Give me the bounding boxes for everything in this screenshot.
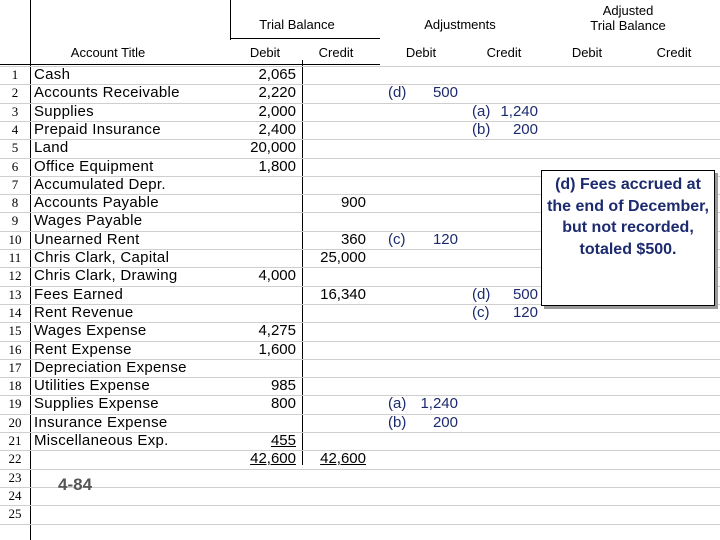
account-title: Land: [34, 139, 69, 157]
account-title: Supplies Expense: [34, 395, 159, 413]
account-title: Chris Clark, Capital: [34, 249, 170, 266]
tb-debit-amount: 2,000: [258, 102, 296, 120]
tb-debit-amount: 4,275: [258, 322, 296, 340]
row-number: 14: [8, 304, 22, 320]
row-number: 9: [11, 213, 19, 229]
adj-credit-label: (c): [472, 303, 490, 321]
grid-line: [0, 103, 720, 104]
account-title: Miscellaneous Exp.: [34, 432, 169, 449]
grid-line: [0, 139, 720, 140]
adjustment-note: (d) Fees accrued at the end of December, but not recorded, totaled $500.: [541, 170, 715, 306]
grid-line: [0, 505, 720, 506]
grid-line: [0, 66, 720, 67]
row-number: 2: [11, 85, 19, 101]
adjusted-trial-balance-header-line1: Adjusted: [602, 3, 654, 18]
tb-debit-amount: 4,000: [258, 267, 296, 285]
tb-debit-amount: 2,065: [258, 66, 296, 83]
atb-debit-header: Debit: [571, 45, 603, 60]
tb-left-border: [230, 0, 231, 40]
adj-debit-label: (a): [388, 395, 407, 413]
row-number: 25: [8, 506, 22, 522]
account-title: Accounts Payable: [34, 194, 159, 212]
account-title: Wages Expense: [34, 322, 147, 340]
account-title: Fees Earned: [34, 285, 124, 303]
account-title: Chris Clark, Drawing: [34, 267, 178, 285]
account-title: Cash: [34, 66, 71, 83]
row-number: 13: [8, 286, 22, 302]
account-title: Unearned Rent: [34, 230, 140, 248]
row-number: 3: [11, 103, 19, 119]
account-title: Insurance Expense: [34, 413, 168, 431]
tb-debit-amount: 455: [270, 432, 296, 449]
account-title-header: Account Title: [70, 45, 146, 60]
row-number: 18: [8, 378, 22, 394]
tb-debit-amount: 1,800: [258, 157, 296, 175]
row-number: 1: [11, 67, 19, 82]
row-number: 19: [8, 396, 22, 412]
account-title: Prepaid Insurance: [34, 120, 161, 138]
tb-debit-amount: 42,600: [250, 450, 296, 468]
adjustments-header: Adjustments: [424, 17, 496, 32]
tb-debit-header: Debit: [249, 45, 281, 60]
account-title: Office Equipment: [34, 157, 154, 175]
adjusted-trial-balance-header-line2: Trial Balance: [590, 18, 666, 33]
adj-debit-label: (c): [388, 230, 406, 248]
tb-debit-amount: 1,600: [258, 340, 296, 358]
row-number: 15: [8, 323, 22, 339]
row-number: 22: [8, 451, 22, 467]
adj-debit-amount: 500: [432, 84, 458, 102]
adj-debit-label: (b): [388, 413, 407, 431]
tb-credit-amount: 360: [340, 230, 366, 248]
tb-credit-header: Credit: [318, 45, 354, 60]
row-number: 8: [11, 195, 19, 211]
account-title: Accounts Receivable: [34, 84, 180, 102]
adj-debit-header: Debit: [405, 45, 437, 60]
row-number: 12: [8, 268, 22, 284]
adj-debit-amount: 120: [432, 230, 458, 248]
account-title: Utilities Expense: [34, 377, 150, 395]
account-title: Accumulated Depr.: [34, 175, 166, 193]
tb-header-rule: [230, 38, 380, 39]
adj-debit-amount: 1,240: [420, 395, 458, 413]
account-title: Rent Revenue: [34, 303, 134, 321]
atb-credit-header: Credit: [656, 45, 692, 60]
adj-credit-label: (d): [472, 285, 491, 303]
account-title: Supplies: [34, 102, 94, 120]
account-title: Wages Payable: [34, 212, 143, 230]
adj-credit-header: Credit: [486, 45, 522, 60]
tb-credit-amount: 25,000: [320, 249, 366, 266]
tb-debit-amount: 2,400: [258, 120, 296, 138]
tb-debit-amount: 2,220: [258, 84, 296, 102]
tb-debit-amount: 985: [270, 377, 296, 395]
row-number: 17: [8, 359, 22, 375]
account-title: Depreciation Expense: [34, 358, 187, 376]
row-number: 20: [8, 414, 22, 430]
left-border: [30, 0, 31, 540]
grid-line: [0, 469, 720, 470]
adj-credit-amount: 120: [512, 303, 538, 321]
slide-number: 4-84: [58, 475, 93, 494]
row-number: 5: [11, 140, 19, 156]
row-number: 4: [11, 121, 19, 137]
adj-credit-label: (b): [472, 120, 491, 138]
tb-credit-amount: 900: [340, 194, 366, 212]
tb-credit-amount: 42,600: [320, 450, 366, 468]
adj-credit-label: (a): [472, 102, 491, 120]
row-number: 11: [8, 250, 22, 265]
row-number: 23: [8, 469, 22, 485]
adj-credit-amount: 200: [512, 120, 538, 138]
adj-credit-amount: 500: [512, 285, 538, 303]
adj-credit-amount: 1,240: [500, 102, 538, 120]
row-number: 16: [8, 341, 22, 357]
row-number: 21: [8, 433, 22, 448]
header-bottom-rule: [0, 64, 380, 65]
account-title: Rent Expense: [34, 340, 132, 358]
row-number: 6: [11, 158, 19, 174]
trial-balance-header: Trial Balance: [259, 17, 335, 32]
adj-debit-label: (d): [388, 84, 407, 102]
row-number: 7: [11, 176, 19, 192]
tb-debit-amount: 20,000: [250, 139, 296, 157]
grid-line: [0, 487, 720, 488]
grid-line: [0, 524, 720, 525]
row-number: 24: [8, 487, 22, 503]
tb-debit-amount: 800: [270, 395, 296, 413]
tb-credit-amount: 16,340: [320, 285, 366, 303]
row-number: 10: [8, 231, 22, 247]
adj-debit-amount: 200: [432, 413, 458, 431]
